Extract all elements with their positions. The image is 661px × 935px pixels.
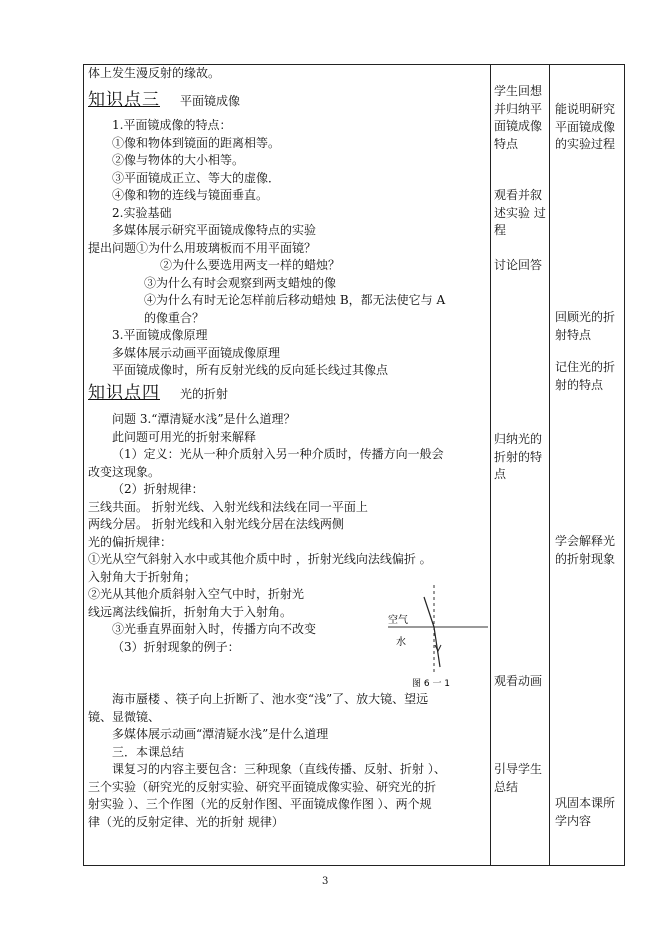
text-line: ④为什么有时无论怎样前后移动蜡烛 B，都无法使它与 A	[144, 293, 446, 307]
refracted-ray	[434, 627, 440, 667]
text-line: 入射角大于折射角；	[88, 570, 197, 584]
figure-caption: 图 6 一 1	[412, 679, 451, 689]
design-intent: 记住光的折射的特点	[555, 360, 616, 392]
text-line: 2.实验基础	[112, 206, 172, 220]
knowledge-point-4-heading	[88, 383, 228, 404]
text-line: ①像和物体到镜面的距离相等。	[112, 136, 281, 150]
student-activity: 引导学生总结	[494, 762, 543, 794]
kp3-title: 知识点三	[88, 90, 160, 110]
text-line: 此问题可用光的折射来解释	[112, 430, 257, 444]
kp4-title: 知识点四	[88, 383, 160, 403]
student-activity: 观看动画	[494, 674, 543, 688]
text-line: 的像重合？	[144, 311, 205, 325]
design-intent: 能说明研究平面镜成像的实验过程	[555, 102, 616, 151]
text-line: ④像和物的连线与镜面垂直。	[112, 188, 269, 202]
text-line: 问题 3.“潭清疑水浅”是什么道理？	[112, 412, 296, 426]
text-line: ②像与物体的大小相等。	[112, 153, 245, 167]
design-intent: 学会解释光的折射现象	[555, 534, 616, 566]
text-line: 3.平面镜成像原理	[112, 328, 208, 342]
ray-arrow-icon	[435, 645, 441, 651]
refraction-figure	[378, 585, 490, 693]
text-line: 1.平面镜成像的特点：	[112, 118, 232, 132]
design-intent: 回顾光的折射特点	[555, 310, 616, 342]
kp3-subtitle: 平面镜成像	[180, 94, 241, 108]
text-line: 多媒体展示研究平面镜成像特点的实验	[112, 223, 317, 237]
column-divider-2	[549, 65, 550, 865]
text-line: 平面镜成像时，所有反射光线的反向延长线过其像点	[112, 363, 389, 377]
text-line: 三线共面。 折射光线、入射光线和法线在同一平面上	[88, 500, 368, 514]
text-line: 线远离法线偏折，折射角大于入射角。	[88, 605, 293, 619]
design-intent: 巩固本课所学内容	[555, 796, 616, 828]
text-line: （3）折射现象的例子：	[112, 640, 240, 654]
text-line: 律（光的反射定律、光的折射 规律）	[88, 815, 284, 829]
text-line: 改变这现象。	[88, 465, 161, 479]
text-line: ③平面镜成正立、等大的虚像．	[112, 171, 281, 185]
kp4-subtitle: 光的折射	[180, 387, 229, 401]
student-activity: 归纳光的折射的特点	[494, 432, 543, 481]
text-line: ②为什么要选用两支一样的蜡烛？	[160, 258, 341, 272]
incident-ray	[424, 597, 434, 627]
text-line: 提出问题①为什么用玻璃板而不用平面镜？	[88, 241, 317, 255]
text-line: 镜、显微镜、	[88, 710, 161, 724]
column-divider-1	[490, 65, 491, 865]
student-activity: 讨论回答	[494, 258, 543, 272]
text-line: （1）定义：光从一种介质射入另一种介质时，传播方向一般会	[112, 447, 444, 461]
text-line: 三．本课总结	[112, 745, 185, 759]
student-activity: 学生回想并归纳平面镜成像特点	[494, 84, 543, 151]
text-line: ③为什么有时会观察到两支蜡烛的像	[144, 276, 337, 290]
air-label: 空气	[388, 615, 408, 626]
text-line: 光的偏折规律：	[88, 535, 173, 549]
text-line: 海市蜃楼 、筷子向上折断了、池水变“浅”了、放大镜、望远	[112, 692, 429, 706]
lesson-table	[83, 64, 625, 866]
text-line: 课复习的内容主要包含：三种现象（直线传播、反射、折射 ）、	[112, 762, 446, 776]
text-line: 射实验 ）、三个作图（光的反射作图、平面镜成像作图 ）、两个规	[88, 797, 432, 811]
text-line: ②光从其他介质斜射入空气中时，折射光	[88, 587, 305, 601]
teaching-content-column	[88, 65, 489, 865]
text-line: ③光垂直界面射入时，传播方向不改变	[112, 622, 317, 636]
text-line: （2）折射规律：	[112, 482, 204, 496]
text-line: 三个实验（研究光的反射实验、研究平面镜成像实验、研究光的折	[88, 780, 437, 794]
text-line: 两线分居。 折射光线和入射光线分居在法线两侧	[88, 517, 344, 531]
text-line: ①光从空气斜射入水中或其他介质中时 ，折射光线向法线偏折 。	[88, 552, 432, 566]
text-line: 多媒体展示动画“潭清疑水浅”是什么道理	[112, 727, 329, 741]
water-label: 水	[396, 637, 406, 648]
text-line: 多媒体展示动画平面镜成像原理	[112, 346, 281, 360]
text-line: 体上发生漫反射的缘故。	[88, 66, 221, 80]
knowledge-point-3-heading	[88, 90, 240, 111]
student-activity: 观看并叙述实验 过程	[494, 188, 546, 237]
page-number: 3	[322, 876, 329, 887]
